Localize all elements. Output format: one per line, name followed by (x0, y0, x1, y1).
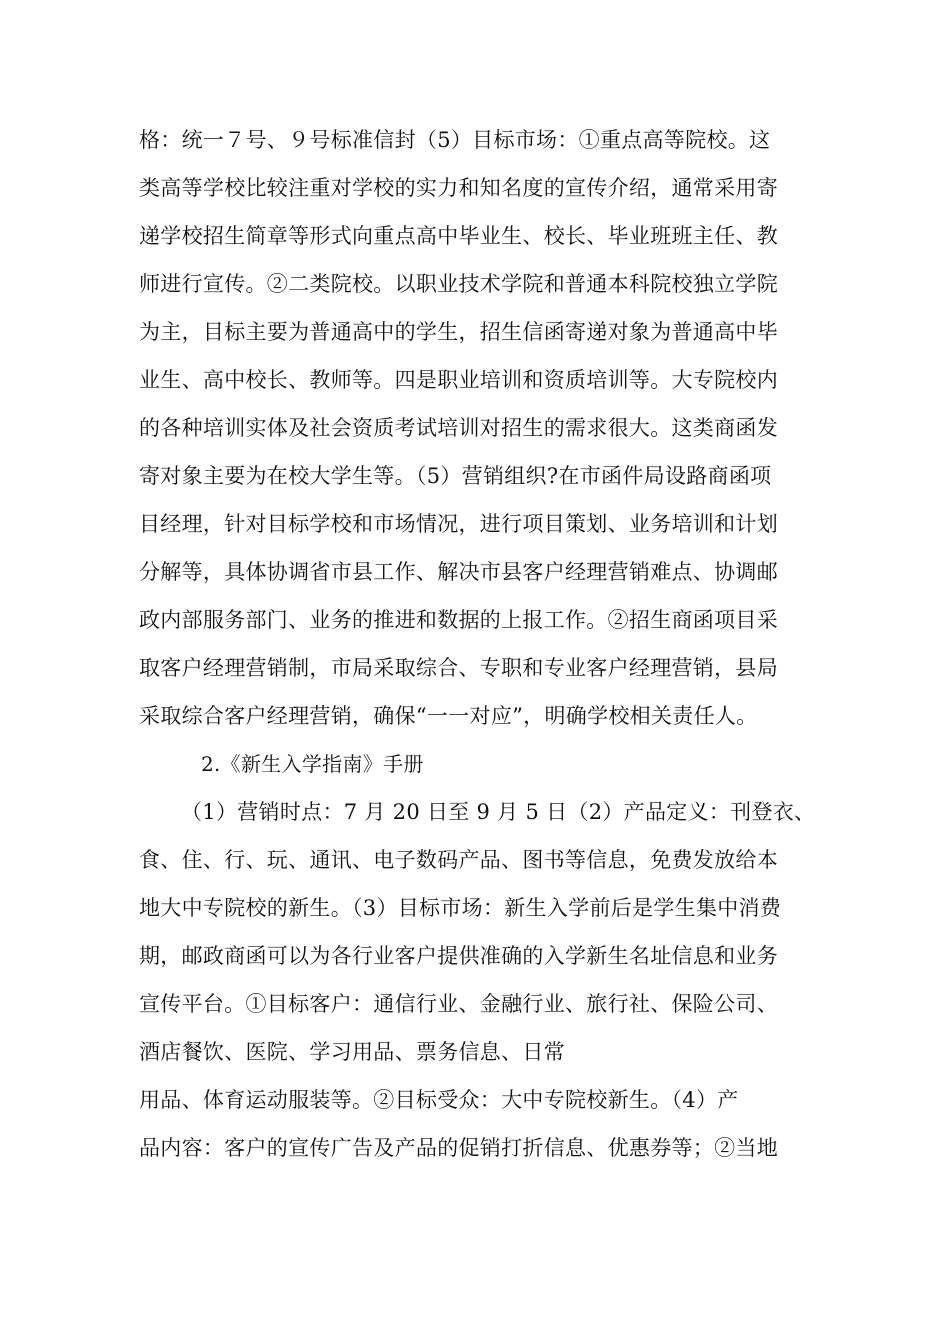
text-line: 递学校招生简章等形式向重点高中毕业生、校长、毕业班班主任、教 (139, 224, 778, 248)
text-line: 类高等学校比较注重对学校的实力和知名度的宣传介绍，通常采用寄 (139, 176, 778, 200)
text-line: 期，邮政商函可以为各行业客户提供准确的入学新生名址信息和业务 (139, 944, 778, 968)
text-line: 为主，目标主要为普通高中的学生，招生信函寄递对象为普通高中毕 (139, 320, 778, 344)
text-line: 师进行宣传。②二类院校。以职业技术学院和普通本科院校独立学院 (139, 272, 778, 296)
text-line: 取客户经理营销制，市局采取综合、专职和专业客户经理营销，县局 (139, 656, 778, 680)
text-line: 业生、高中校长、教师等。四是职业培训和资质培训等。大专院校内 (139, 368, 778, 392)
text-line: 的各种培训实体及社会资质考试培训对招生的需求很大。这类商函发 (139, 416, 778, 440)
text-line: 分解等，具体协调省市县工作、解决市县客户经理营销难点、协调邮 (139, 560, 778, 584)
text-line: 采取综合客户经理营销，确保“一一对应”，明确学校相关责任人。 (139, 704, 758, 728)
text-line: 宣传平台。①目标客户：通信行业、金融行业、旅行社、保险公司、 (139, 992, 778, 1016)
text-line: 用品、体育运动服装等。②目标受众：大中专院校新生。（4）产 (139, 1088, 739, 1112)
text-line: 食、住、行、玩、通讯、电子数码产品、图书等信息，免费发放给本 (139, 848, 778, 872)
text-line: 酒店餐饮、医院、学习用品、票务信息、日常 (139, 1040, 565, 1064)
text-line: 目经理，针对目标学校和市场情况，进行项目策划、业务培训和计划 (139, 512, 778, 536)
section-heading: 2.《新生入学指南》手册 (201, 752, 424, 776)
text-line: （1）营销时点：7 月 20 日至 9 月 5 日（2）产品定义：刊登衣、 (181, 800, 816, 824)
document-body (139, 116, 839, 1172)
text-line: 品内容：客户的宣传广告及产品的促销打折信息、优惠券等；②当地 (139, 1136, 778, 1160)
text-line: 政内部服务部门、业务的推进和数据的上报工作。②招生商函项目采 (139, 608, 778, 632)
text-line: 寄对象主要为在校大学生等。（5）营销组织?在市函件局设路商函项 (139, 464, 772, 488)
text-line: 格：统一７号、９号标准信封（5）目标市场：①重点高等院校。这 (139, 128, 771, 152)
text-line: 地大中专院校的新生。（3）目标市场：新生入学前后是学生集中消费 (139, 896, 782, 920)
